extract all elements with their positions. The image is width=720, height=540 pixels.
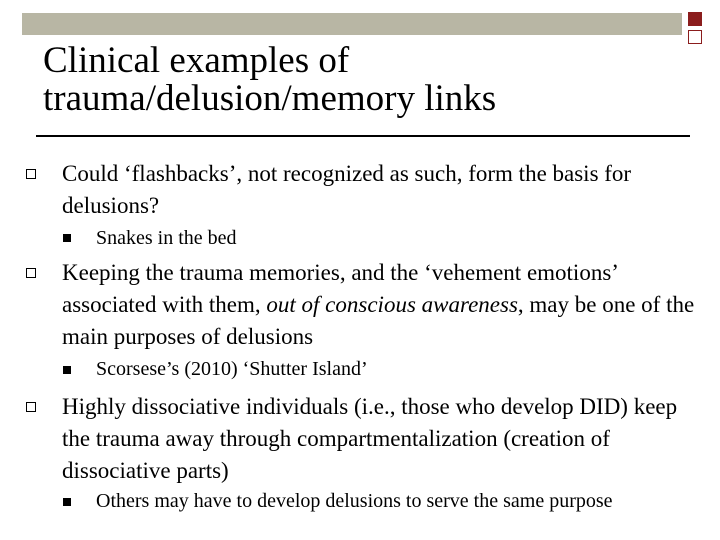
bullet-3-sub: Others may have to develop delusions to serve the same purpose [96, 490, 613, 512]
filled-square-icon [63, 366, 71, 374]
corner-square-outline-icon [688, 30, 702, 44]
filled-square-icon [63, 234, 71, 242]
header-bar [22, 13, 682, 35]
corner-square-filled-icon [688, 12, 702, 26]
title-divider [36, 135, 690, 137]
hollow-square-icon [26, 169, 36, 179]
bullet-2-text-post: , may be one of the main purposes of delusions [62, 292, 695, 349]
bullet-2-text-pre: Keeping the trauma memories, and the ‘vehement emotions’ associated with them, [62, 260, 618, 317]
hollow-square-icon [26, 268, 36, 278]
bullet-1-sub: Snakes in the bed [96, 227, 237, 249]
bullet-2-text [62, 257, 702, 353]
bullet-3-text: Highly dissociative individuals (i.e., those who develop DID) keep the trauma away through compartmentalization (creation of dissociative parts) [62, 394, 678, 483]
bullet-2-text-em: out of conscious awareness [266, 292, 518, 317]
slide-title: Clinical examples of trauma/delusion/memory links [43, 40, 497, 119]
filled-square-icon [63, 498, 71, 506]
bullet-1-text: Could ‘flashbacks’, not recognized as such, form the basis for delusions? [62, 161, 632, 218]
hollow-square-icon [26, 402, 36, 412]
bullet-2-sub: Scorsese’s (2010) ‘Shutter Island’ [96, 358, 368, 380]
